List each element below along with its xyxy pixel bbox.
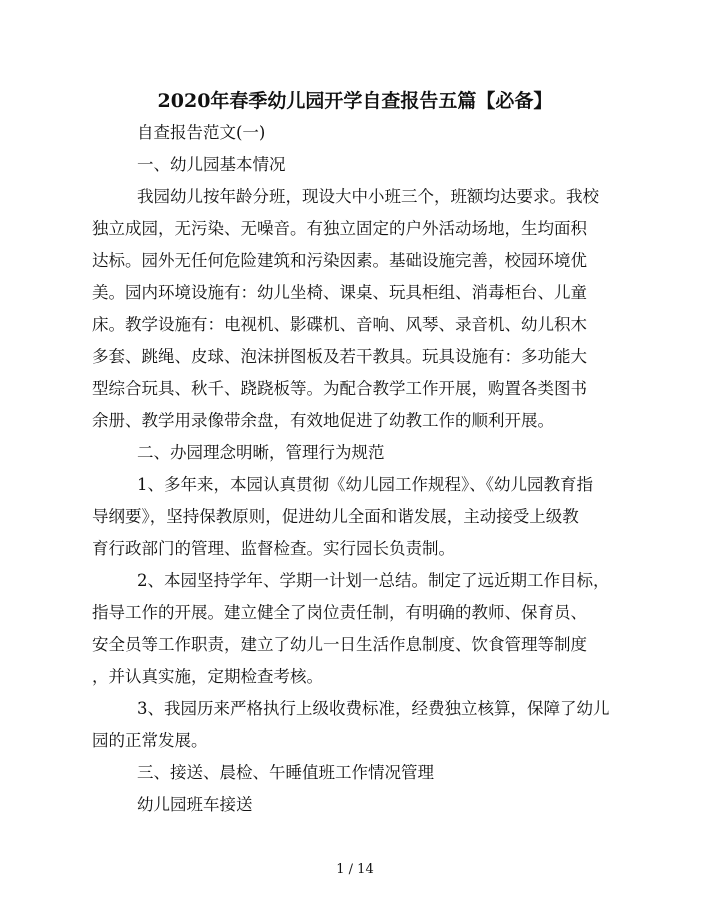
paragraph-line: 达标。园外无任何危险建筑和污染因素。基础设施完善，校园环境优	[92, 251, 587, 270]
paragraph-line: 园的正常发展。	[92, 731, 208, 750]
section-1-heading: 一、幼儿园基本情况	[137, 155, 286, 174]
paragraph-line: 美。园内环境设施有：幼儿坐椅、课桌、玩具柜组、消毒柜台、儿童	[92, 283, 587, 302]
paragraph-line: 育行政部门的管理、监督检查。实行园长负责制。	[92, 539, 455, 558]
sample-heading: 自查报告范文(一)	[137, 123, 266, 142]
paragraph-line: 指导工作的开展。建立健全了岗位责任制，有明确的教师、保育员、	[92, 603, 587, 622]
section-2-item-2	[92, 565, 632, 693]
paragraph-line: 独立成园，无污染、无噪音。有独立固定的户外活动场地，生均面积	[92, 219, 587, 238]
section-3-heading: 三、接送、晨检、午睡值班工作情况管理	[137, 763, 434, 782]
paragraph-line: 安全员等工作职责，建立了幼儿一日生活作息制度、饮食管理等制度	[92, 635, 587, 654]
paragraph-line: 2、本园坚持学年、学期一计划一总结。制定了远近期工作目标，	[137, 571, 610, 590]
section-2-item-1	[92, 469, 632, 565]
paragraph-line: 型综合玩具、秋千、跷跷板等。为配合教学工作开展，购置各类图书	[92, 379, 587, 398]
section-2-item-3	[92, 693, 632, 757]
document-body	[92, 117, 632, 821]
paragraph-line: 多套、跳绳、皮球、泡沫拼图板及若干教具。玩具设施有：多功能大	[92, 347, 587, 366]
paragraph-line: 导纲要》，坚持保教原则，促进幼儿全面和谐发展，主动接受上级教	[92, 507, 579, 526]
paragraph-line: 3、我园历来严格执行上级收费标准，经费独立核算，保障了幼儿	[137, 699, 610, 718]
paragraph-line: ，并认真实施，定期检查考核。	[92, 667, 323, 686]
section-1-paragraph	[92, 181, 632, 437]
paragraph-line: 余册、教学用录像带余盘，有效地促进了幼教工作的顺利开展。	[92, 411, 554, 430]
section-2-heading: 二、办园理念明晰，管理行为规范	[137, 443, 385, 462]
document-title: 2020年春季幼儿园开学自查报告五篇【必备】	[157, 90, 553, 112]
section-3-subheading: 幼儿园班车接送	[137, 795, 253, 814]
paragraph-line: 1、多年来，本园认真贯彻《幼儿园工作规程》、《幼儿园教育指	[137, 475, 593, 494]
paragraph-line: 我园幼儿按年龄分班，现设大中小班三个，班额均达要求。我校	[137, 187, 599, 206]
paragraph-line: 床。教学设施有：电视机、影碟机、音响、风琴、录音机、幼儿积木	[92, 315, 587, 334]
page-number: 1 / 14	[336, 862, 374, 877]
